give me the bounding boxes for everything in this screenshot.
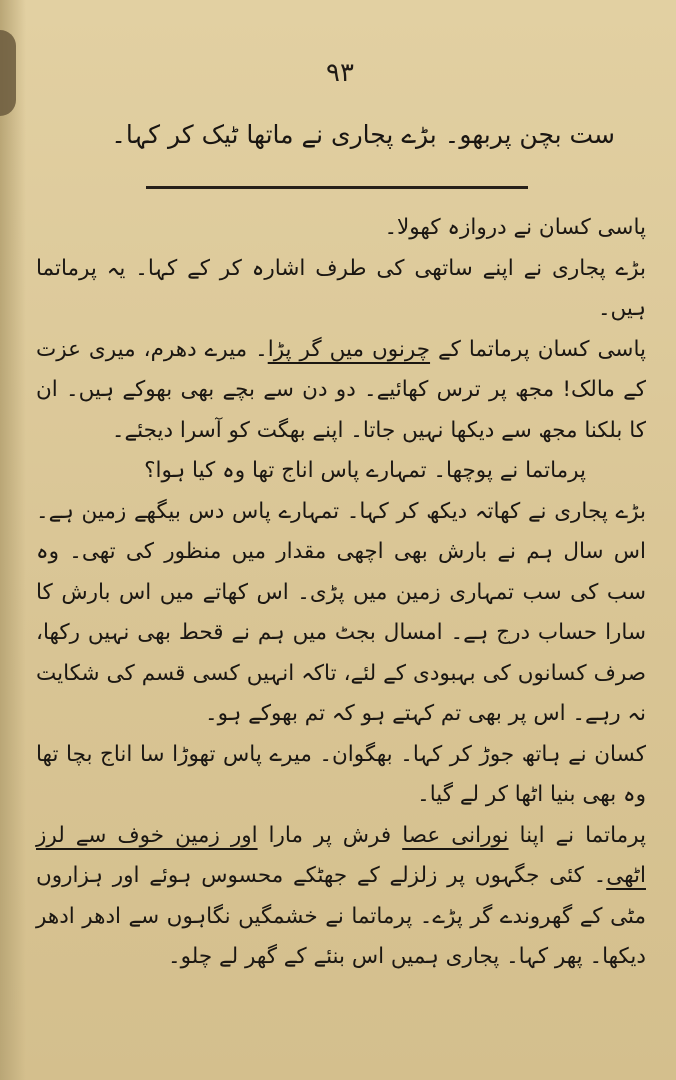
paragraph-text: ۔ میرے دھرم، میری عزت کے مالک! مجھ پر ترس کھائیے۔ دو دن سے بچے بھی بھوکے ہیں۔ ان کا بلکنا مجھ سے دیکھا نہیں جاتا۔ اپنے بھگت کو آسرا دیجئے۔ xyxy=(36,336,646,443)
paragraph: پرماتما نے پوچھا۔ تمہارے پاس اناج تھا وہ کیا ہوا؟ xyxy=(144,458,586,483)
paragraph: بڑے پجاری نے کھاتہ دیکھ کر کہا۔ تمہارے پاس دس بیگھے زمین ہے۔ اس سال ہم نے بارش بھی اچھی مقدار میں منظور کی تھی۔ وہ سب کی سب تمہاری زمین میں پڑی۔ اس کھاتے میں اس بارش کا سارا حساب درج ہے۔ امسال بجٹ میں ہم نے قحط بھی نہیں رکھا، صرف کسانوں کی بہبودی کے لئے، تاکہ انہیں کسی قسم کی شکایت نہ رہے۔ اس پر بھی تم کہتے ہو کہ تم بھوکے ہو۔ xyxy=(36,498,646,726)
paragraph-text: پاسی کسان پرماتما کے xyxy=(430,336,646,362)
body-text xyxy=(36,208,646,978)
underlined-text: نورانی عصا xyxy=(402,822,509,848)
paragraph: کسان نے ہاتھ جوڑ کر کہا۔ بھگوان۔ میرے پاس تھوڑا سا اناج بچا تھا وہ بھی بنیا اٹھا کر لے گیا۔ xyxy=(36,741,646,807)
paragraph: بڑے پجاری نے اپنے ساتھی کی طرف اشارہ کر کے کہا۔ یہ پرماتما ہیں۔ xyxy=(36,255,646,321)
paragraph-text: فرش پر مارا xyxy=(257,822,403,848)
binding-hole xyxy=(0,30,16,116)
paragraph-text: پرماتما نے اپنا xyxy=(508,822,646,848)
page-edge-shadow xyxy=(0,0,26,1080)
underlined-text: اور زمین خوف سے لرز اٹھی xyxy=(36,822,646,888)
paragraph xyxy=(36,330,646,452)
paragraph xyxy=(36,816,646,978)
section-divider xyxy=(146,186,528,189)
page-number: ۹۳ xyxy=(326,58,354,88)
paragraph-text: ۔ کئی جگہوں پر زلزلے کے جھٹکے محسوس ہوئے اور ہزاروں مٹی کے گھروندے گر پڑے۔ پرماتما نے خشمگیں نگاہوں سے ادھر ادھر دیکھا۔ پھر کہا۔ پجاری ہمیں اس بنئے کے گھر لے چلو۔ xyxy=(36,863,646,969)
page-heading: ست بچن پربھو۔ بڑے پجاری نے ماتھا ٹیک کر کہا۔ xyxy=(111,120,615,149)
underlined-text: چرنوں میں گر پڑا xyxy=(267,336,431,362)
paragraph: پاسی کسان نے دروازہ کھولا۔ xyxy=(384,215,646,240)
